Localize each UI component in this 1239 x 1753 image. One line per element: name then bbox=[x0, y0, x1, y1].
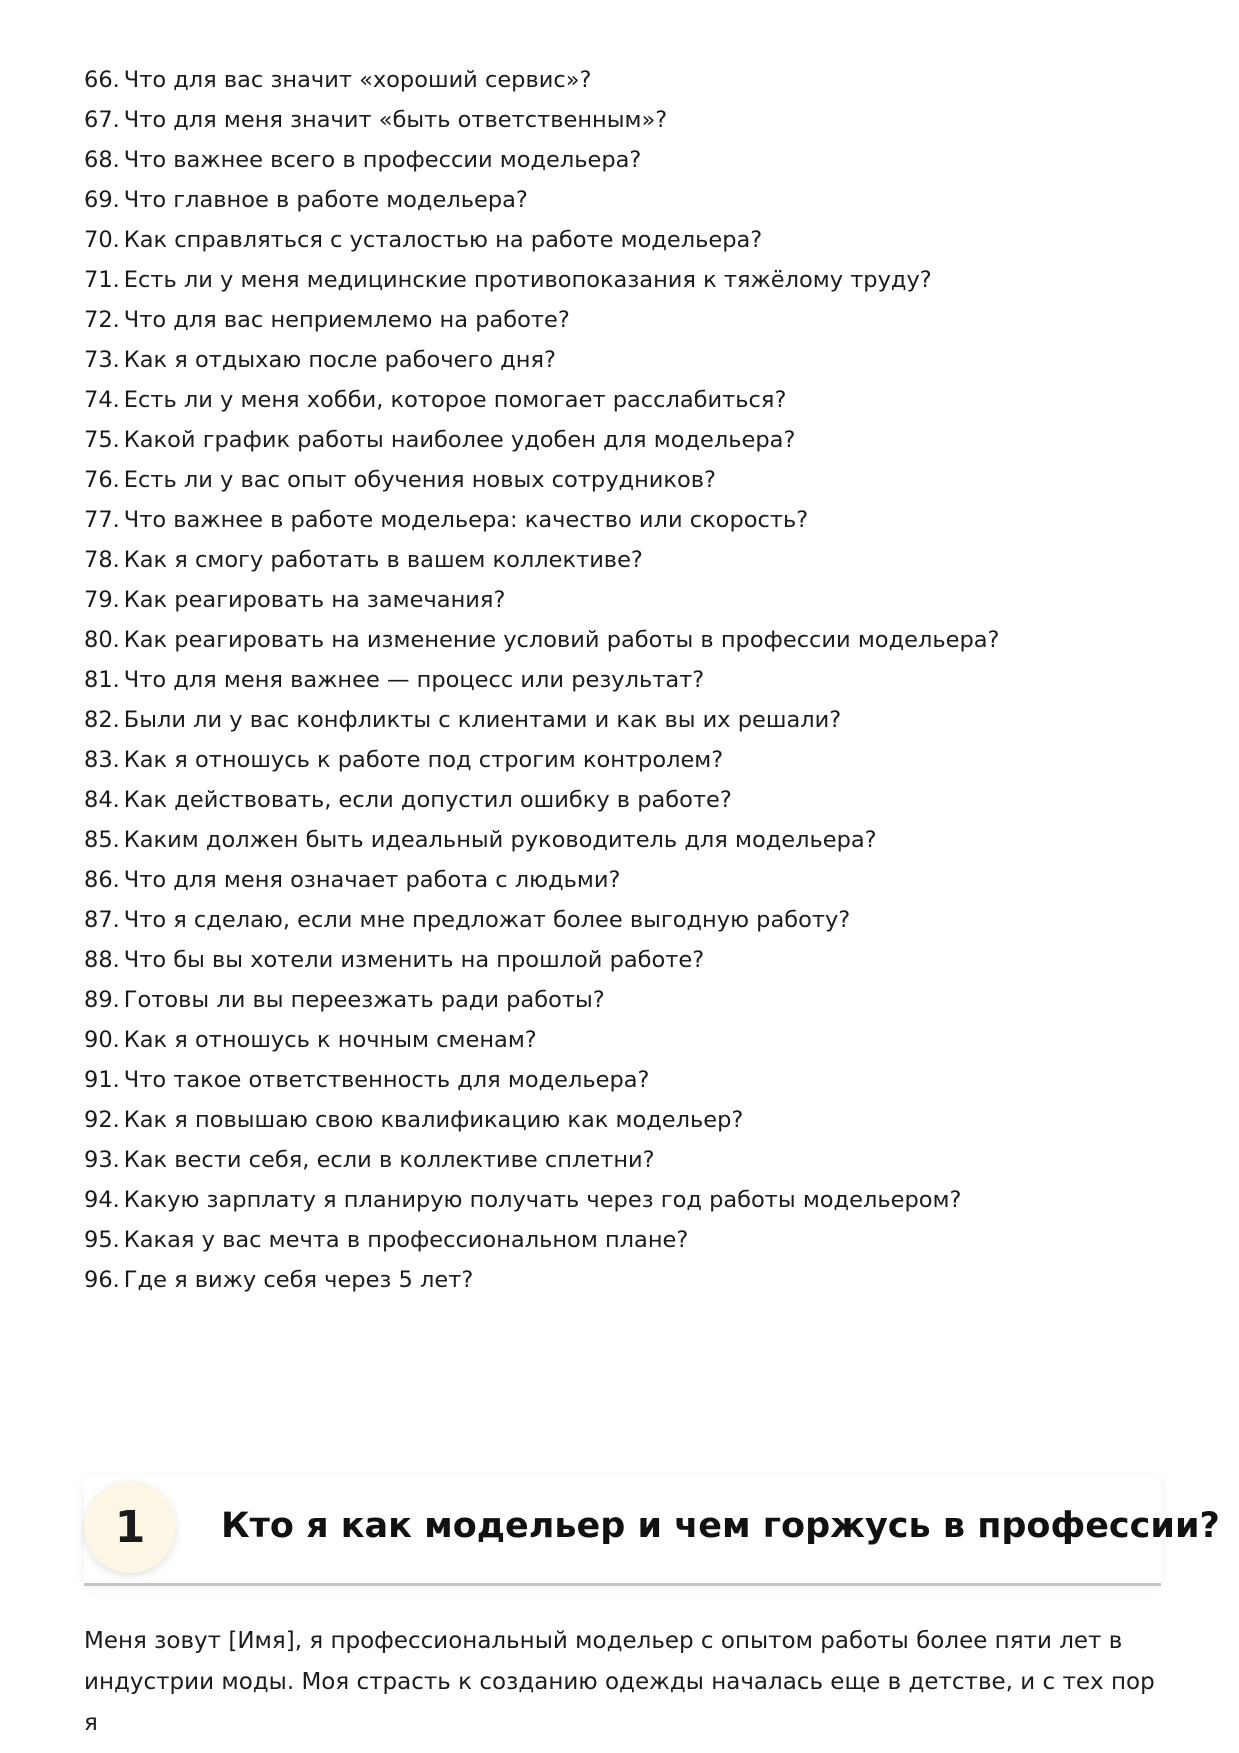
question-text: Что для меня важнее — процесс или результат? bbox=[123, 667, 705, 693]
question-text: Готовы ли вы переезжать ради работы? bbox=[123, 987, 605, 1013]
question-text: Что бы вы хотели изменить на прошлой работе? bbox=[123, 947, 705, 973]
question-item bbox=[84, 180, 1164, 220]
question-text: Какой график работы наиболее удобен для модельера? bbox=[123, 427, 796, 453]
question-item bbox=[84, 620, 1164, 660]
question-number: 75. bbox=[84, 427, 120, 453]
question-number: 71. bbox=[84, 267, 120, 293]
question-item bbox=[84, 820, 1164, 860]
question-number: 69. bbox=[84, 187, 120, 213]
question-text: Как справляться с усталостью на работе модельера? bbox=[123, 227, 763, 253]
question-item bbox=[84, 300, 1164, 340]
question-item bbox=[84, 1180, 1164, 1220]
section-intro-paragraph: Меня зовут [Имя], я профессиональный модельер с опытом работы более пяти лет в индустрии моды. Моя страсть к созданию одежды началась еще в детстве, и с тех пор я bbox=[84, 1628, 1155, 1736]
question-number: 89. bbox=[84, 987, 120, 1013]
question-number: 78. bbox=[84, 547, 120, 573]
question-item bbox=[84, 1260, 1164, 1300]
question-item bbox=[84, 580, 1164, 620]
question-number: 91. bbox=[84, 1067, 120, 1093]
question-number: 68. bbox=[84, 147, 120, 173]
question-text: Что для вас неприемлемо на работе? bbox=[123, 307, 570, 333]
question-text: Что я сделаю, если мне предложат более выгодную работу? bbox=[123, 907, 851, 933]
question-text: Как вести себя, если в коллективе сплетни? bbox=[123, 1147, 655, 1173]
question-item bbox=[84, 1020, 1164, 1060]
question-item bbox=[84, 260, 1164, 300]
question-text: Как действовать, если допустил ошибку в работе? bbox=[123, 787, 732, 813]
question-item bbox=[84, 660, 1164, 700]
question-item bbox=[84, 220, 1164, 260]
question-number: 72. bbox=[84, 307, 120, 333]
question-item bbox=[84, 1100, 1164, 1140]
question-number: 93. bbox=[84, 1147, 120, 1173]
section-header bbox=[84, 1475, 1220, 1586]
question-text: Как я отношусь к работе под строгим контролем? bbox=[123, 747, 724, 773]
question-text: Что для меня означает работа с людьми? bbox=[123, 867, 621, 893]
question-number: 84. bbox=[84, 787, 120, 813]
question-item bbox=[84, 780, 1164, 820]
question-item bbox=[84, 900, 1164, 940]
question-text: Что важнее в работе модельера: качество или скорость? bbox=[123, 507, 809, 533]
question-number: 82. bbox=[84, 707, 120, 733]
question-text: Как я отдыхаю после рабочего дня? bbox=[123, 347, 556, 373]
question-text: Что главное в работе модельера? bbox=[123, 187, 528, 213]
question-number: 94. bbox=[84, 1187, 120, 1213]
question-item bbox=[84, 380, 1164, 420]
question-number: 67. bbox=[84, 107, 120, 133]
question-text: Были ли у вас конфликты с клиентами и как вы их решали? bbox=[123, 707, 842, 733]
question-item bbox=[84, 860, 1164, 900]
question-item bbox=[84, 500, 1164, 540]
question-number: 70. bbox=[84, 227, 120, 253]
question-number: 77. bbox=[84, 507, 120, 533]
question-number: 92. bbox=[84, 1107, 120, 1133]
question-text: Где я вижу себя через 5 лет? bbox=[123, 1267, 474, 1293]
question-item bbox=[84, 100, 1164, 140]
question-number: 76. bbox=[84, 467, 120, 493]
question-number: 96. bbox=[84, 1267, 120, 1293]
question-number: 90. bbox=[84, 1027, 120, 1053]
question-number: 83. bbox=[84, 747, 120, 773]
question-number: 87. bbox=[84, 907, 120, 933]
question-text: Как я повышаю свою квалификацию как модельер? bbox=[123, 1107, 744, 1133]
question-number: 79. bbox=[84, 587, 120, 613]
question-item bbox=[84, 60, 1164, 100]
question-text: Что для вас значит «хороший сервис»? bbox=[123, 67, 592, 93]
question-text: Что важнее всего в профессии модельера? bbox=[123, 147, 642, 173]
question-number: 66. bbox=[84, 67, 120, 93]
question-text: Что такое ответственность для модельера? bbox=[123, 1067, 650, 1093]
question-item bbox=[84, 540, 1164, 580]
question-text: Каким должен быть идеальный руководитель для модельера? bbox=[123, 827, 877, 853]
question-text: Какую зарплату я планирую получать через год работы модельером? bbox=[123, 1187, 962, 1213]
question-number: 80. bbox=[84, 627, 120, 653]
question-item bbox=[84, 140, 1164, 180]
question-number: 95. bbox=[84, 1227, 120, 1253]
question-number: 74. bbox=[84, 387, 120, 413]
section-number-badge: 1 bbox=[84, 1481, 176, 1573]
question-text: Какая у вас мечта в профессиональном плане? bbox=[123, 1227, 689, 1253]
question-list bbox=[84, 60, 1164, 1300]
question-text: Как реагировать на изменение условий работы в профессии модельера? bbox=[123, 627, 1000, 653]
question-number: 73. bbox=[84, 347, 120, 373]
question-text: Как я отношусь к ночным сменам? bbox=[123, 1027, 537, 1053]
question-item bbox=[84, 1060, 1164, 1100]
section-title: Кто я как модельер и чем горжусь в профессии? bbox=[221, 1506, 1220, 1546]
question-text: Как я смогу работать в вашем коллективе? bbox=[123, 547, 643, 573]
question-number: 86. bbox=[84, 867, 120, 893]
question-item bbox=[84, 340, 1164, 380]
question-number: 81. bbox=[84, 667, 120, 693]
question-number: 85. bbox=[84, 827, 120, 853]
question-number: 88. bbox=[84, 947, 120, 973]
question-item bbox=[84, 700, 1164, 740]
question-item bbox=[84, 980, 1164, 1020]
question-text: Есть ли у меня хобби, которое помогает расслабиться? bbox=[123, 387, 787, 413]
question-item bbox=[84, 420, 1164, 460]
question-item bbox=[84, 940, 1164, 980]
question-text: Есть ли у вас опыт обучения новых сотрудников? bbox=[123, 467, 716, 493]
question-item bbox=[84, 460, 1164, 500]
question-text: Как реагировать на замечания? bbox=[123, 587, 506, 613]
question-item bbox=[84, 1140, 1164, 1180]
question-text: Что для меня значит «быть ответственным»? bbox=[123, 107, 668, 133]
question-item bbox=[84, 740, 1164, 780]
question-item bbox=[84, 1220, 1164, 1260]
question-text: Есть ли у меня медицинские противопоказания к тяжёлому труду? bbox=[123, 267, 932, 293]
